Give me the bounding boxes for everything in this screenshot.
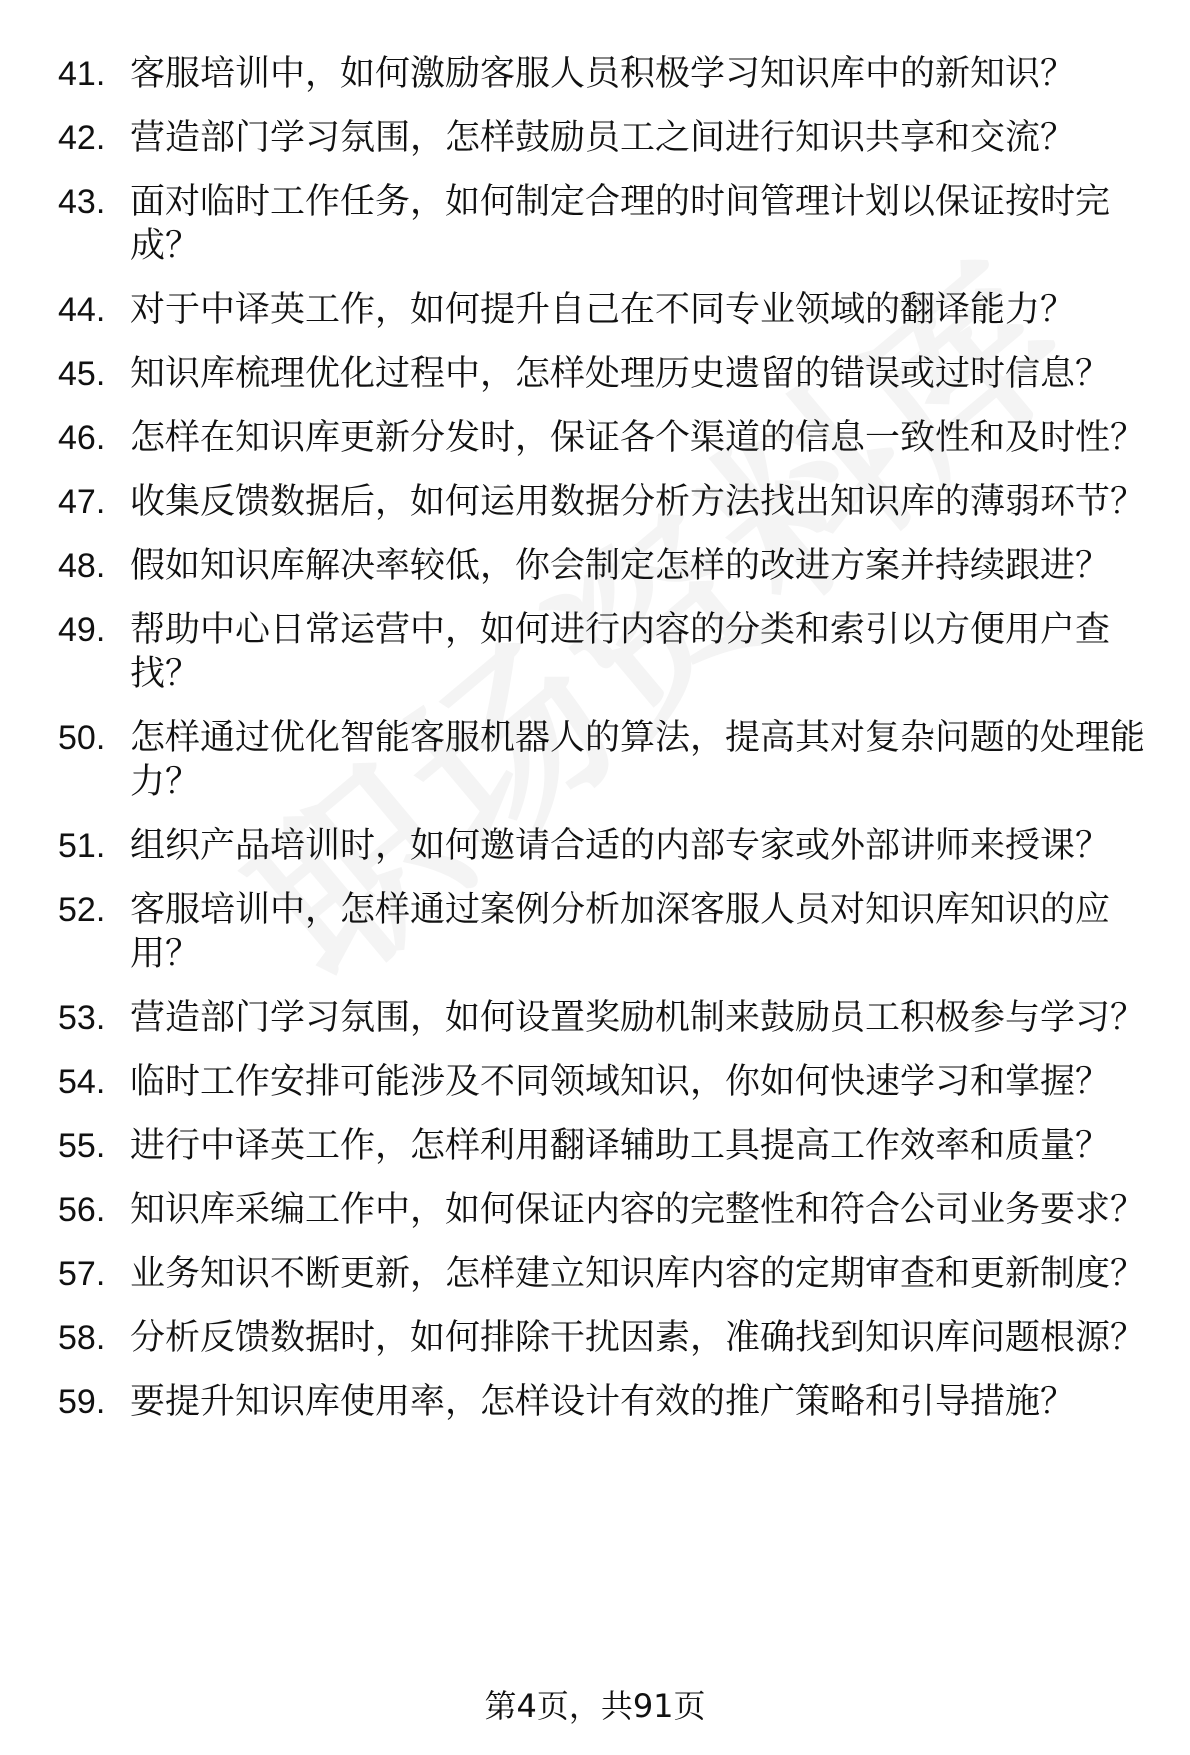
item-number: 55. bbox=[58, 1127, 106, 1165]
item-text: 业务知识不断更新，怎样建立知识库内容的定期审查和更新制度？ bbox=[130, 1254, 1146, 1294]
item-number: 53. bbox=[58, 999, 106, 1037]
page-footer: 第4页，共91页 bbox=[484, 1687, 706, 1725]
question-list bbox=[58, 52, 1148, 1444]
list-item bbox=[58, 1188, 1148, 1232]
list-item bbox=[58, 824, 1148, 868]
list-item bbox=[58, 716, 1148, 804]
list-item bbox=[58, 1380, 1148, 1424]
item-number: 44. bbox=[58, 291, 106, 329]
item-text: 面对临时工作任务，如何制定合理的时间管理计划以保证按时完成？ bbox=[130, 182, 1111, 266]
item-text: 帮助中心日常运营中，如何进行内容的分类和索引以方便用户查找？ bbox=[130, 610, 1111, 694]
list-item bbox=[58, 52, 1148, 96]
item-number: 48. bbox=[58, 547, 106, 585]
list-item bbox=[58, 288, 1148, 332]
list-item bbox=[58, 1316, 1148, 1360]
item-number: 52. bbox=[58, 891, 106, 929]
item-text: 营造部门学习氛围，怎样鼓励员工之间进行知识共享和交流？ bbox=[130, 118, 1076, 158]
item-text: 怎样通过优化智能客服机器人的算法，提高其对复杂问题的处理能力？ bbox=[130, 718, 1146, 802]
item-number: 49. bbox=[58, 611, 106, 649]
item-number: 56. bbox=[58, 1191, 106, 1229]
list-item bbox=[58, 1124, 1148, 1168]
item-number: 42. bbox=[58, 119, 106, 157]
list-item bbox=[58, 544, 1148, 588]
list-item bbox=[58, 116, 1148, 160]
item-number: 54. bbox=[58, 1063, 106, 1101]
item-number: 47. bbox=[58, 483, 106, 521]
item-number: 50. bbox=[58, 719, 106, 757]
item-text: 知识库梳理优化过程中，怎样处理历史遗留的错误或过时信息？ bbox=[130, 354, 1111, 394]
item-text: 分析反馈数据时，如何排除干扰因素，准确找到知识库问题根源？ bbox=[130, 1318, 1146, 1358]
item-number: 45. bbox=[58, 355, 106, 393]
item-number: 46. bbox=[58, 419, 106, 457]
item-text: 营造部门学习氛围，如何设置奖励机制来鼓励员工积极参与学习？ bbox=[130, 998, 1146, 1038]
item-text: 临时工作安排可能涉及不同领域知识，你如何快速学习和掌握？ bbox=[130, 1062, 1111, 1102]
list-item bbox=[58, 180, 1148, 268]
list-item bbox=[58, 416, 1148, 460]
item-number: 58. bbox=[58, 1319, 106, 1357]
item-text: 假如知识库解决率较低，你会制定怎样的改进方案并持续跟进？ bbox=[130, 546, 1111, 586]
item-text: 怎样在知识库更新分发时，保证各个渠道的信息一致性和及时性？ bbox=[130, 418, 1146, 458]
item-text: 客服培训中，怎样通过案例分析加深客服人员对知识库知识的应用？ bbox=[130, 890, 1111, 974]
list-item bbox=[58, 352, 1148, 396]
item-text: 收集反馈数据后，如何运用数据分析方法找出知识库的薄弱环节？ bbox=[130, 482, 1146, 522]
item-number: 59. bbox=[58, 1383, 106, 1421]
item-number: 57. bbox=[58, 1255, 106, 1293]
item-number: 43. bbox=[58, 183, 106, 221]
list-item bbox=[58, 1252, 1148, 1296]
item-number: 41. bbox=[58, 55, 106, 93]
list-item bbox=[58, 1060, 1148, 1104]
item-text: 客服培训中，如何激励客服人员积极学习知识库中的新知识？ bbox=[130, 54, 1076, 94]
item-text: 知识库采编工作中，如何保证内容的完整性和符合公司业务要求？ bbox=[130, 1190, 1146, 1230]
list-item bbox=[58, 608, 1148, 696]
list-item bbox=[58, 888, 1148, 976]
item-number: 51. bbox=[58, 827, 106, 865]
list-item bbox=[58, 996, 1148, 1040]
item-text: 进行中译英工作，怎样利用翻译辅助工具提高工作效率和质量？ bbox=[130, 1126, 1111, 1166]
item-text: 组织产品培训时，如何邀请合适的内部专家或外部讲师来授课？ bbox=[130, 826, 1111, 866]
item-text: 对于中译英工作，如何提升自己在不同专业领域的翻译能力？ bbox=[130, 290, 1076, 330]
item-text: 要提升知识库使用率，怎样设计有效的推广策略和引导措施？ bbox=[130, 1382, 1076, 1422]
list-item bbox=[58, 480, 1148, 524]
